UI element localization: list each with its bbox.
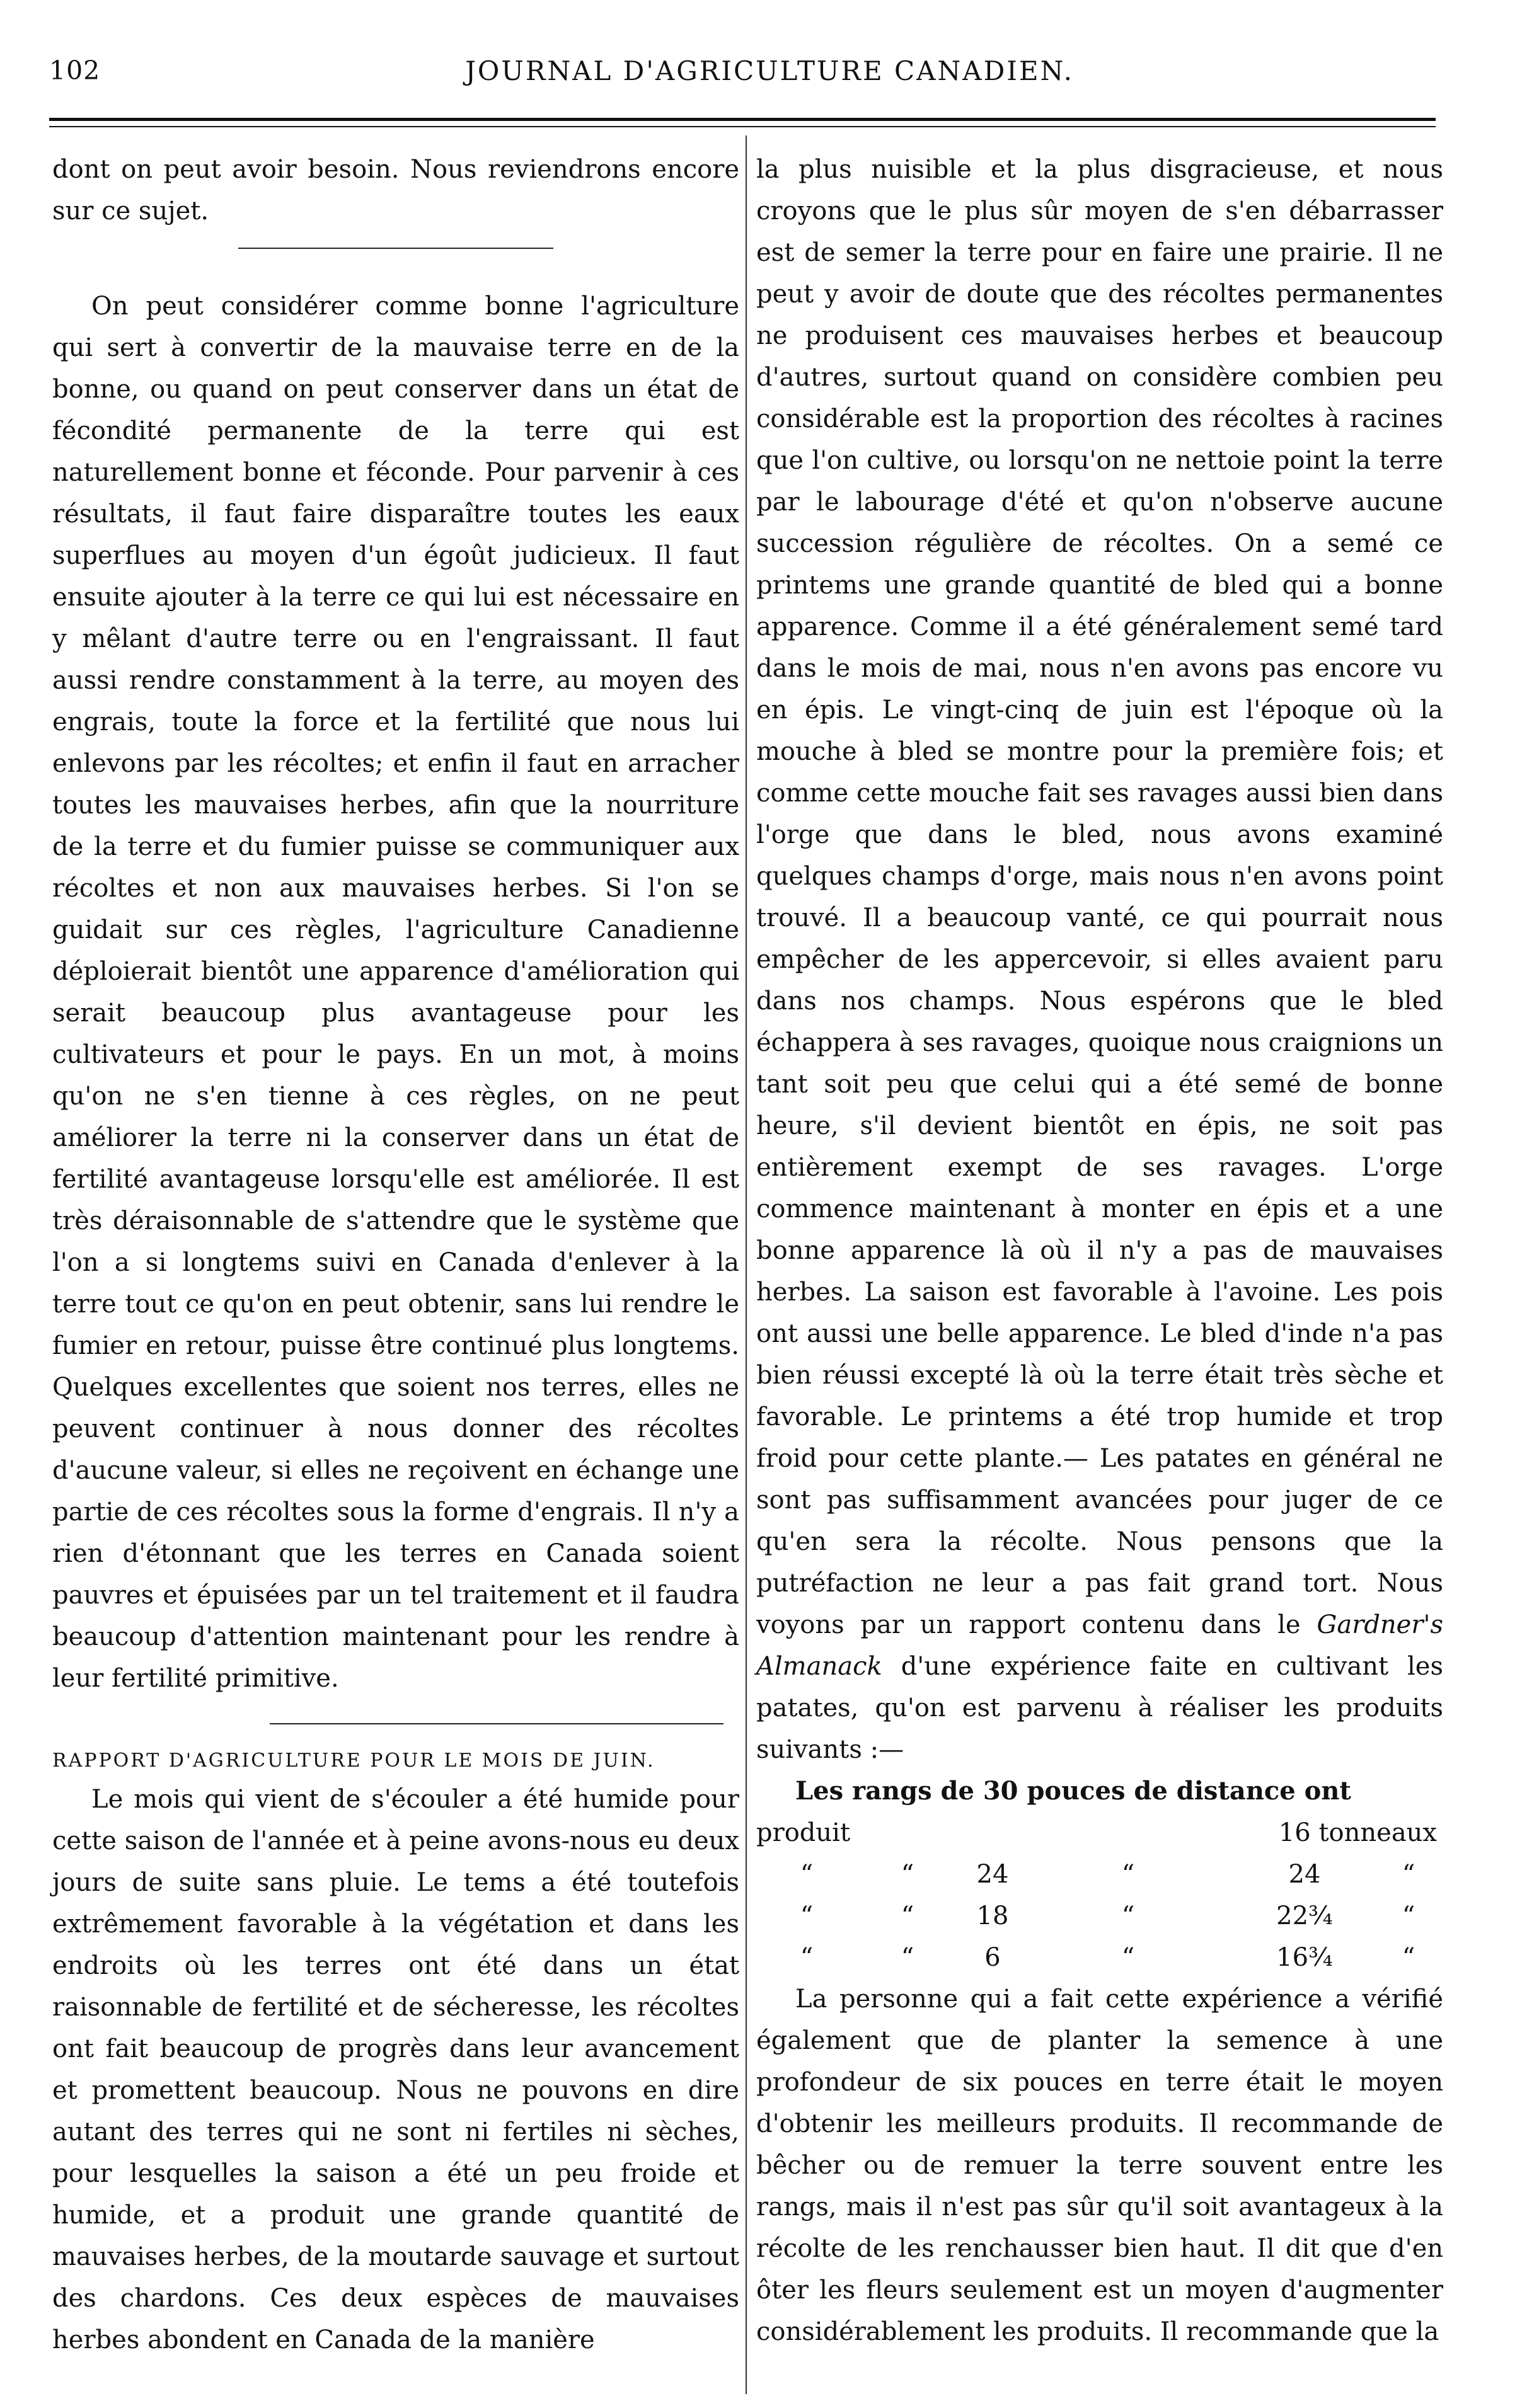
table-cell: produit	[756, 1818, 851, 1847]
almanack-title: Gardner's Almanack	[756, 1610, 1443, 1681]
table-caption: Les rangs de 30 pouces de distance ont	[795, 1776, 1351, 1806]
table-row	[756, 1895, 1443, 1937]
table-cell: “	[901, 1943, 914, 1972]
table-row	[756, 1812, 1443, 1854]
left-paragraph-3: Le mois qui vient de s'écouler a été humide pour cette saison de l'année et à peine avons-nous eu deux jours de suite sans pluie. Le tems a été toutefois extrêmement favorable à la végétation et dans les endroits où les terres ont été dans un état raisonnable de fertilité et de sécheresse, les récoltes ont fait beaucoup de progrès dans leur avancement et promettent beaucoup. Nous ne pouvons en dire autant des terres qui ne sont ni fertiles ni sèches, pour lesquelles la saison a été un peu froide et humide, et a produit une grande quantité de mauvaises herbes, de la moutarde sauvage et surtout des chardons. Ces deux espèces de mauvaises herbes abondent en Canada de la manière	[52, 1785, 739, 2354]
right-paragraph-1	[756, 149, 1443, 1770]
table-cell: “	[901, 1901, 914, 1930]
table-cell: “	[800, 1943, 814, 1972]
table-row	[756, 1854, 1443, 1895]
table-cell: 24	[976, 1860, 1009, 1889]
journal-title: JOURNAL D'AGRICULTURE CANADIEN.	[465, 55, 1074, 86]
yield-table	[756, 1770, 1443, 1978]
table-cell: “	[1402, 1901, 1415, 1930]
table-cell: “	[1402, 1943, 1415, 1972]
page-number: 102	[49, 55, 101, 86]
table-cell: “	[1121, 1901, 1135, 1930]
left-column	[52, 149, 739, 2361]
section-separator	[270, 1723, 723, 1724]
table-row	[756, 1937, 1443, 1978]
section-separator	[238, 248, 553, 249]
table-cell: 6	[984, 1943, 1001, 1972]
right-column	[756, 149, 1443, 2353]
right-paragraph-1-text: la plus nuisible et la plus disgracieuse, et nous croyons que le plus sûr moyen de s'en débarrasser est de semer la terre pour en faire une prairie. Il ne peut y avoir de doute que des récoltes permanentes ne produisent ces mauvaises herbes et beaucoup d'autres, surtout quand on considère combien peu considérable est la proportion des récoltes à racines que l'on cultive, ou lorsqu'on ne nettoie point la terre par le labourage d'été et qu'on n'observe aucune succession régulière de récoltes. On a semé ce printems une grande quantité de bled qui a bonne apparence. Comme il a été généralement semé tard dans le mois de mai, nous n'en avons pas encore vu en épis. Le vingt-cinq de juin est l'époque où la mouche à bled se montre pour la première fois; et comme cette mouche fait ses ravages aussi bien dans l'orge que dans le bled, nous avons examiné quelques champs d'orge, mais nous n'en avons point trouvé. Il a beaucoup vanté, ce qui pourrait nous empêcher de les appercevoir, si elles avaient paru dans nos champs. Nous espérons que le bled échappera à ses ravages, quoique nous craignions un tant soit peu que celui qui a été semé de bonne heure, s'il devient bientôt en épis, ne soit pas entièrement exempt de ses ravages. L'orge commence maintenant à monter en épis et a une bonne apparence là où il n'y a pas de mauvaises herbes. La saison est favorable à l'avoine. Les pois ont aussi une belle apparence. Le bled d'inde n'a pas bien réussi excepté là où la terre était très sèche et favorable. Le printems a été trop humide et trop froid pour cette plante.— Les patates en général ne sont pas suffisamment avancées pour juger de ce qu'en sera la récolte. Nous pensons que la putréfaction ne leur a pas fait grand tort. Nous voyons par un rapport contenu dans le	[756, 155, 1443, 1639]
right-paragraph-1-end: d'une expérience faite en cultivant les patates, qu'on est parvenu à réaliser les produits suivants :—	[756, 1652, 1444, 1764]
table-cell: 22¾	[1276, 1901, 1333, 1930]
table-cell: 18	[976, 1901, 1009, 1930]
table-cell: 16 tonneaux	[1278, 1818, 1437, 1847]
table-cell: “	[1121, 1943, 1135, 1972]
left-paragraph-2: On peut considérer comme bonne l'agriculture qui sert à convertir de la mauvaise terre en de la bonne, ou quand on peut conserver dans un état de fécondité permanente de la terre qui est naturellement bonne et féconde. Pour parvenir à ces résultats, il faut faire disparaître toutes les eaux superflues au moyen d'un égoût judicieux. Il faut ensuite ajouter à la terre ce qui lui est nécessaire en y mêlant d'autre terre ou en l'engraissant. Il faut aussi rendre constamment à la terre, au moyen des engrais, toute la force et la fertilité que nous lui enlevons par les récoltes; et enfin il faut en arracher toutes les mauvaises herbes, afin que la nourriture de la terre et du fumier puisse se communiquer aux récoltes et non aux mauvaises herbes. Si l'on se guidait sur ces règles, l'agriculture Canadienne déploierait bientôt une apparence d'amélioration qui serait beaucoup plus avantageuse pour les cultivateurs et pour le pays. En un mot, à moins qu'on ne s'en tienne à ces règles, on ne peut améliorer la terre ni la conserver dans un état de fertilité avantageuse lorsqu'elle est améliorée. Il est très déraisonnable de s'attendre que le système que l'on a si longtems suivi en Canada d'enlever à la terre tout ce qu'on en peut obtenir, sans lui rendre le fumier en retour, puisse être continué plus longtems. Quelques excellentes que soient nos terres, elles ne peuvent continuer à nous donner des récoltes d'aucune valeur, si elles ne reçoivent en échange une partie de ces récoltes sous la forme d'engrais. Il n'y a rien d'étonnant que les terres en Canada soient pauvres et épuisées par un tel traitement et il faudra beaucoup d'attention maintenant pour les rendre à leur fertilité primitive.	[52, 292, 739, 1693]
right-paragraph-2: La personne qui a fait cette expérience a vérifié également que de planter la semence à une profondeur de six pouces en terre était le moyen d'obtenir les meilleurs produits. Il recommande de bêcher ou de remuer la terre souvent entre les rangs, mais il n'est pas sûr qu'il soit avantageux à la récolte de les renchausser bien haut. Il dit que d'en ôter les fleurs seulement est un moyen d'augmenter considérablement les produits. Il recommande que la	[756, 1985, 1443, 2346]
column-divider	[746, 135, 747, 2394]
table-cell: “	[901, 1860, 914, 1889]
header-rule-thick	[49, 118, 1436, 121]
table-cell: “	[800, 1901, 814, 1930]
table-cell: “	[1402, 1860, 1415, 1889]
header-rule-thin	[49, 126, 1436, 127]
table-cell: 16¾	[1276, 1943, 1333, 1972]
table-cell: 24	[1288, 1860, 1321, 1889]
left-paragraph-1: dont on peut avoir besoin. Nous reviendrons encore sur ce sujet.	[52, 155, 739, 226]
section-heading: RAPPORT D'AGRICULTURE POUR LE MOIS DE JUIN.	[52, 1750, 655, 1772]
table-cell: “	[800, 1860, 814, 1889]
table-cell: “	[1121, 1860, 1135, 1889]
